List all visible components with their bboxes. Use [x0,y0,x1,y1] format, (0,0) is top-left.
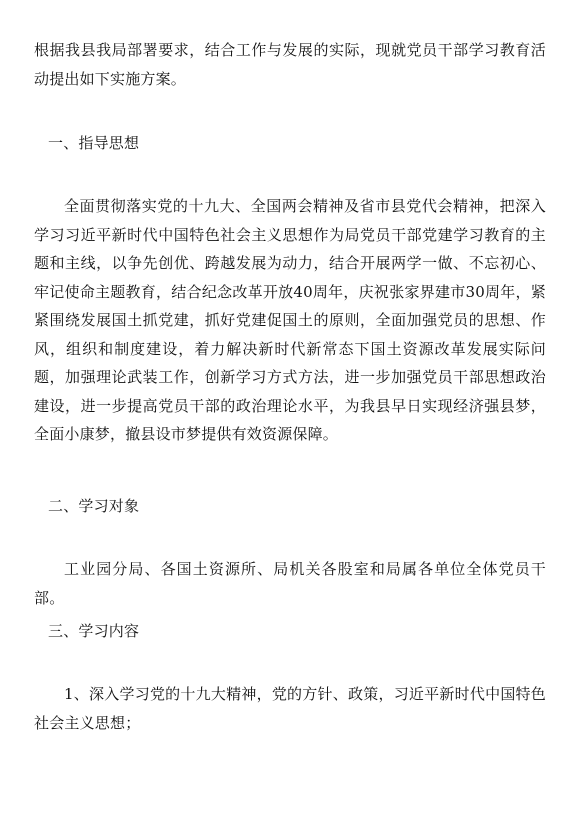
section2-body: 工业园分局、各国土资源所、局机关各股室和局属各单位全体党员干部。 [34,560,546,607]
section2-heading: 二、学习对象 [48,497,140,515]
section1-body: 全面贯彻落实党的十九大、全国两会精神及省市县党代会精神，把深入学习习近平新时代中国特色社会主义思想作为局党员干部党建学习教育的主题和主线，以争先创优、跨越发展为动力，结合开展两学一做、不忘初心、牢记使命主题教育，结合纪念改革开放40周年，庆祝张家界建市30周年，紧紧围绕发展国土抓党建，抓好党建促国土的原则，全面加强党员的思想、作风，组织和制度建设，着力解决新时代新常态下国土资源改革发展实际问题，加强理论武装工作，创新学习方式方法，进一步加强党员干部思想政治建设，进一步提高党员干部的政治理论水平，为我县早日实现经济强县梦，全面小康梦，撤县设市梦提供有效资源保障。 [34,197,546,443]
intro-paragraph: 根据我县我局部署要求，结合工作与发展的实际，现就党员干部学习教育活动提出如下实施方案。 [34,41,546,88]
section3-item-1: 1、深入学习党的十九大精神，党的方针、政策，习近平新时代中国特色社会主义思想； [34,685,546,732]
section1-heading: 一、指导思想 [48,134,140,152]
section3-heading: 三、学习内容 [48,622,140,640]
